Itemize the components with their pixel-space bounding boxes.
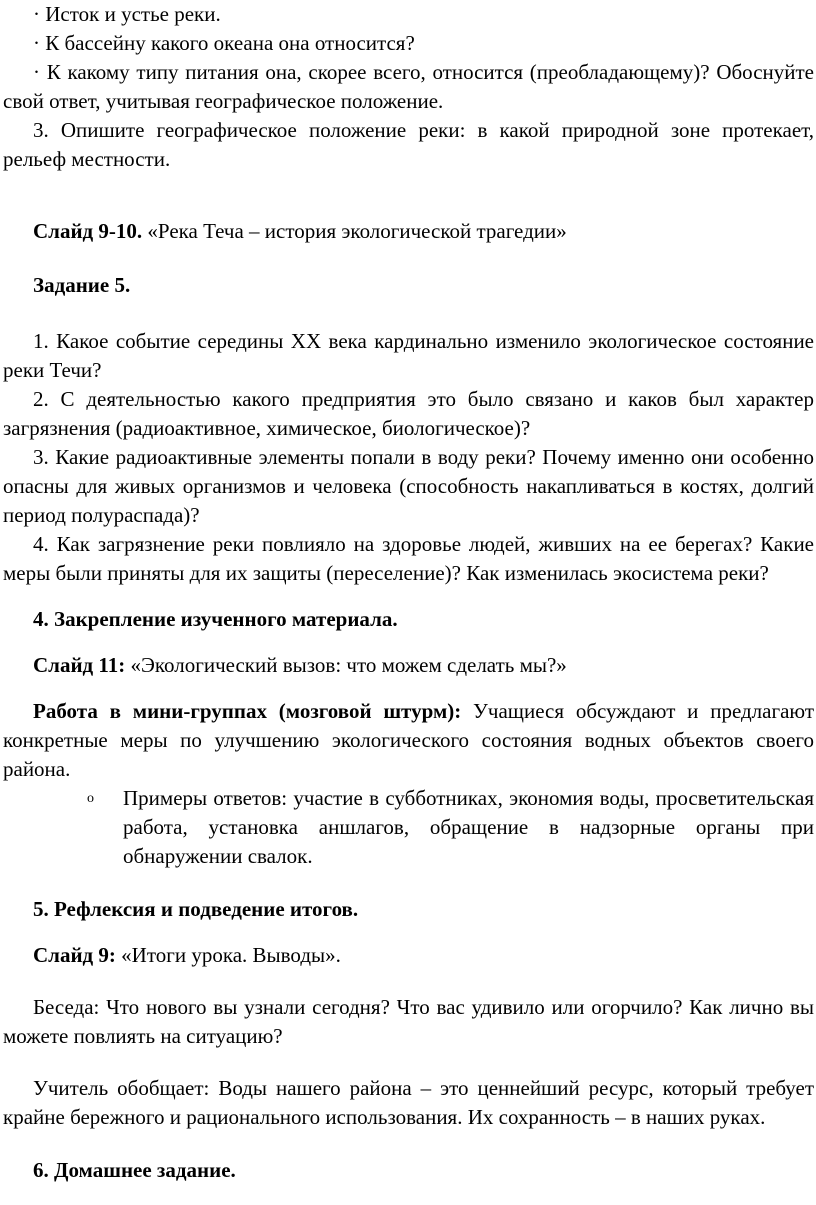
slide-11-heading xyxy=(3,651,814,680)
intro-item-geography: 3. Опишите географическое положение реки: в какой природной зоне протекает, рельеф местности. xyxy=(3,118,814,171)
slide-9-10-heading xyxy=(3,217,814,246)
group-work-paragraph xyxy=(3,697,814,784)
slide-label: Слайд 9: xyxy=(33,943,116,967)
intro-item-source: · Исток и устье реки. xyxy=(33,2,221,26)
list-item xyxy=(87,784,814,871)
section-4-title: 4. Закрепление изученного материала. xyxy=(33,607,398,631)
slide-9-heading xyxy=(3,941,814,970)
slide-title: «Экологический вызов: что можем сделать мы?» xyxy=(125,653,567,677)
slide-title: «Река Теча – история экологической трагедии» xyxy=(142,219,567,243)
teacher-summary-paragraph: Учитель обобщает: Воды нашего района – это ценнейший ресурс, который требует крайне бережного и рационального использования. Их сохранность – в наших руках. xyxy=(3,1076,814,1129)
task-5-title: Задание 5. xyxy=(33,273,131,297)
task-5-question-4: 4. Как загрязнение реки повлияло на здоровье людей, живших на ее берегах? Какие меры были приняты для их защиты (переселение)? Как изменилась экосистема реки? xyxy=(3,532,814,585)
document-page xyxy=(3,0,814,1185)
slide-label: Слайд 11: xyxy=(33,653,126,677)
example-answers: Примеры ответов: участие в субботниках, экономия воды, просветительская работа, установка аншлагов, обращение в надзорные органы при обнаружении свалок. xyxy=(123,786,814,868)
intro-item-feeding: · К какому типу питания она, скорее всего, относится (преобладающему)? Обоснуйте свой ответ, учитывая географическое положение. xyxy=(3,60,814,113)
group-work-text: Учащиеся обсуждают и предлагают конкретные меры по улучшению экологического состояния водных объектов своего района. xyxy=(3,699,814,781)
slide-title: «Итоги урока. Выводы». xyxy=(115,943,341,967)
circle-bullet-icon: o xyxy=(87,791,94,806)
task-5-question-3: 3. Какие радиоактивные элементы попали в воду реки? Почему именно они особенно опасны для живых организмов и человека (способность накапливаться в костях, долгий период полураспада)? xyxy=(3,445,814,527)
intro-item-ocean: · К бассейну какого океана она относится? xyxy=(33,31,415,55)
task-5-question-1: 1. Какое событие середины XX века кардинально изменило экологическое состояние реки Течи? xyxy=(3,329,814,382)
section-5-title: 5. Рефлексия и подведение итогов. xyxy=(33,897,359,921)
conversation-paragraph: Беседа: Что нового вы узнали сегодня? Что вас удивило или огорчило? Как лично вы можете повлиять на ситуацию? xyxy=(3,995,814,1048)
task-5-question-2: 2. С деятельностью какого предприятия это было связано и каков был характер загрязнения (радиоактивное, химическое, биологическое)? xyxy=(3,387,814,440)
slide-label: Слайд 9-10. xyxy=(33,219,143,243)
group-work-label: Работа в мини-группах (мозговой штурм): xyxy=(33,699,462,723)
section-6-title: 6. Домашнее задание. xyxy=(33,1158,236,1182)
